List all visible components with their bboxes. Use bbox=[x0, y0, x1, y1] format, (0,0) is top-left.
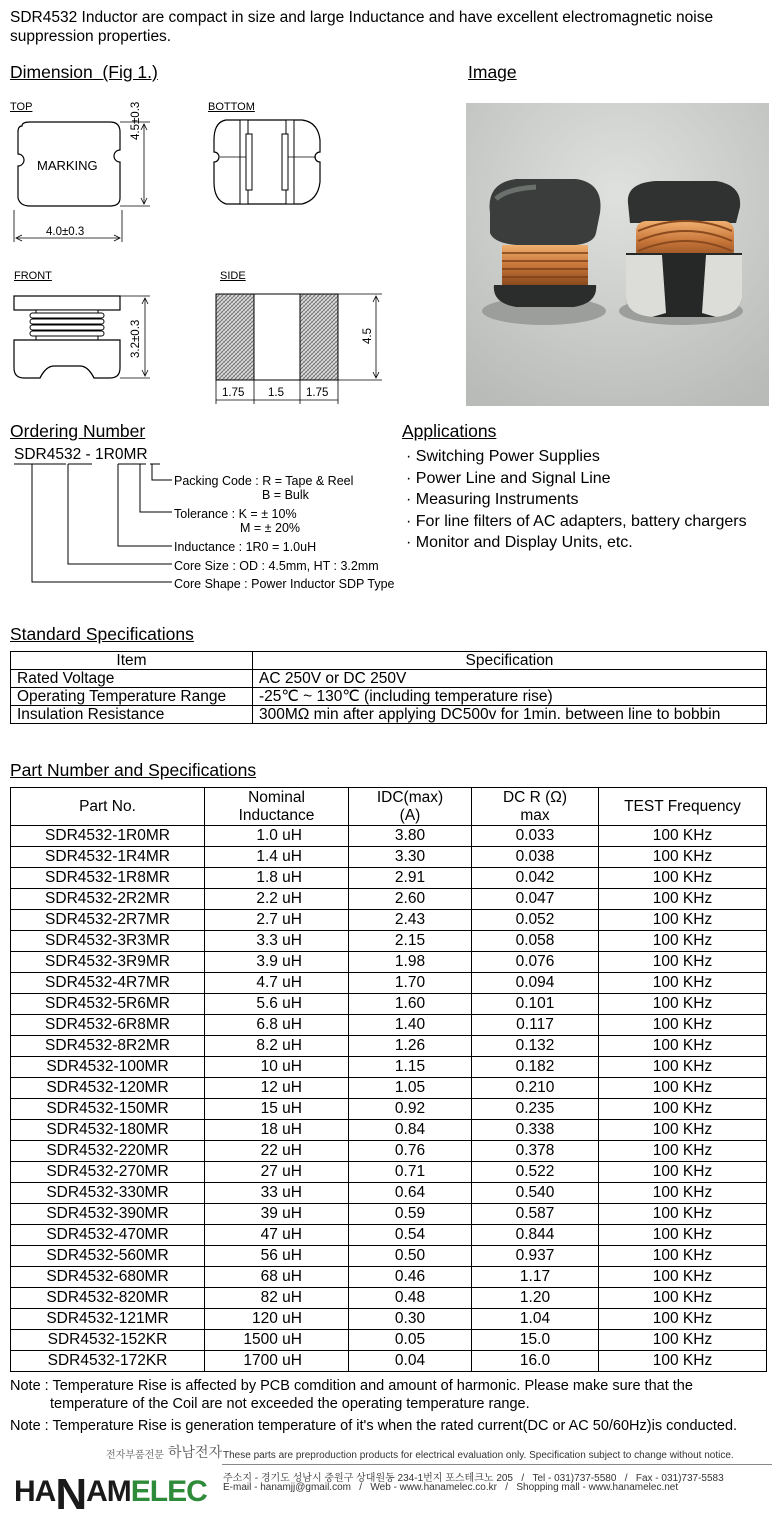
part-number-cell: SDR4532-470MR bbox=[11, 1225, 205, 1246]
col-dcr: DC R (Ω) max bbox=[472, 788, 599, 826]
idc-cell: 1.40 bbox=[349, 1015, 472, 1036]
inductance-cell: 1500 uH bbox=[205, 1330, 349, 1351]
frequency-cell: 100 KHz bbox=[599, 1141, 767, 1162]
logo-wordmark: HANAMELEC bbox=[14, 1470, 207, 1519]
spec-value: -25℃ ~ 130℃ (including temperature rise) bbox=[253, 688, 767, 706]
spec-item: Insulation Resistance bbox=[11, 706, 253, 724]
col-part-no: Part No. bbox=[11, 788, 205, 826]
part-number-cell: SDR4532-172KR bbox=[11, 1351, 205, 1372]
inductance-cell: 56 uH bbox=[205, 1246, 349, 1267]
frequency-cell: 100 KHz bbox=[599, 1036, 767, 1057]
table-row bbox=[11, 994, 767, 1015]
frequency-cell: 100 KHz bbox=[599, 1183, 767, 1204]
table-row bbox=[11, 1036, 767, 1057]
dcr-cell: 0.076 bbox=[472, 952, 599, 973]
idc-cell: 0.50 bbox=[349, 1246, 472, 1267]
idc-cell: 2.15 bbox=[349, 931, 472, 952]
tolerance-1: Tolerance : K = ± 10% bbox=[174, 507, 297, 521]
idc-cell: 1.98 bbox=[349, 952, 472, 973]
dcr-cell: 0.117 bbox=[472, 1015, 599, 1036]
col-specification: Specification bbox=[253, 652, 767, 670]
table-row bbox=[11, 670, 767, 688]
frequency-cell: 100 KHz bbox=[599, 1309, 767, 1330]
idc-cell: 1.70 bbox=[349, 973, 472, 994]
part-number-cell: SDR4532-152KR bbox=[11, 1330, 205, 1351]
table-row bbox=[11, 1204, 767, 1225]
frequency-cell: 100 KHz bbox=[599, 952, 767, 973]
part-number-cell: SDR4532-330MR bbox=[11, 1183, 205, 1204]
side-width-3: 1.75 bbox=[306, 387, 329, 399]
part-number-cell: SDR4532-560MR bbox=[11, 1246, 205, 1267]
inductance-cell: 8.2 uH bbox=[205, 1036, 349, 1057]
ordering-part-b: 1R0MR bbox=[95, 446, 148, 463]
frequency-cell: 100 KHz bbox=[599, 973, 767, 994]
note-2: Note : Temperature Rise is generation temperature of it's when the rated current(DC or AC 50/60Hz)is conducted. bbox=[10, 1418, 738, 1434]
frequency-cell: 100 KHz bbox=[599, 1246, 767, 1267]
part-number-cell: SDR4532-5R6MR bbox=[11, 994, 205, 1015]
logo-kr-tag: 전자부품전문 bbox=[106, 1450, 164, 1461]
dcr-cell: 0.033 bbox=[472, 826, 599, 847]
table-row bbox=[11, 847, 767, 868]
frequency-cell: 100 KHz bbox=[599, 1204, 767, 1225]
table-row bbox=[11, 1099, 767, 1120]
bottom-label: BOTTOM bbox=[208, 101, 255, 113]
inductance-cell: 3.9 uH bbox=[205, 952, 349, 973]
standard-heading: Standard Specifications bbox=[10, 624, 194, 644]
spec-value: 300MΩ min after applying DC500v for 1min. between line to bobbin bbox=[253, 706, 767, 724]
idc-cell: 0.48 bbox=[349, 1288, 472, 1309]
dcr-cell: 0.540 bbox=[472, 1183, 599, 1204]
dcr-cell: 0.047 bbox=[472, 889, 599, 910]
idc-cell: 0.64 bbox=[349, 1183, 472, 1204]
dcr-cell: 0.522 bbox=[472, 1162, 599, 1183]
idc-cell: 3.30 bbox=[349, 847, 472, 868]
applications-heading: Applications bbox=[402, 421, 497, 441]
part-number-cell: SDR4532-6R8MR bbox=[11, 1015, 205, 1036]
ordering-part-a: SDR4532 bbox=[14, 446, 82, 463]
idc-cell: 0.59 bbox=[349, 1204, 472, 1225]
table-row bbox=[11, 1288, 767, 1309]
inductance-cell: 2.7 uH bbox=[205, 910, 349, 931]
logo-kr-name: 하남전자 bbox=[168, 1444, 223, 1460]
idc-cell: 2.43 bbox=[349, 910, 472, 931]
idc-cell: 0.71 bbox=[349, 1162, 472, 1183]
dcr-cell: 0.182 bbox=[472, 1057, 599, 1078]
core-size: Core Size : OD : 4.5mm, HT : 3.2mm bbox=[174, 559, 379, 573]
application-item: · Power Line and Signal Line bbox=[406, 469, 611, 487]
table-row bbox=[11, 889, 767, 910]
applications-list bbox=[406, 446, 747, 554]
table-row bbox=[11, 1057, 767, 1078]
product-photo bbox=[466, 103, 769, 406]
intro-text: SDR4532 Inductor are compact in size and large Inductance and have excellent electromagnetic noise suppression properties. bbox=[10, 9, 714, 45]
col-idc: IDC(max) (A) bbox=[349, 788, 472, 826]
core-shape: Core Shape : Power Inductor SDP Type bbox=[174, 577, 395, 591]
table-row bbox=[11, 1015, 767, 1036]
part-number-cell: SDR4532-1R8MR bbox=[11, 868, 205, 889]
spec-value: AC 250V or DC 250V bbox=[253, 670, 767, 688]
table-row bbox=[11, 1351, 767, 1372]
application-item: · Switching Power Supplies bbox=[406, 448, 600, 465]
inductance-cell: 10 uH bbox=[205, 1057, 349, 1078]
part-number-cell: SDR4532-4R7MR bbox=[11, 973, 205, 994]
inductance-cell: 27 uH bbox=[205, 1162, 349, 1183]
table-row bbox=[11, 1183, 767, 1204]
dcr-cell: 0.210 bbox=[472, 1078, 599, 1099]
table-row bbox=[11, 1309, 767, 1330]
dcr-cell: 0.052 bbox=[472, 910, 599, 931]
inductance-cell: 1700 uH bbox=[205, 1351, 349, 1372]
part-number-cell: SDR4532-3R9MR bbox=[11, 952, 205, 973]
tolerance-2: M = ± 20% bbox=[240, 521, 301, 535]
note-1-continued: temperature of the Coil are not exceeded the operating temperature range. bbox=[50, 1396, 530, 1412]
parts-table-body bbox=[11, 826, 767, 1372]
col-inductance: Nominal Inductance bbox=[205, 788, 349, 826]
part-number-cell: SDR4532-270MR bbox=[11, 1162, 205, 1183]
table-row bbox=[11, 868, 767, 889]
dcr-cell: 0.038 bbox=[472, 847, 599, 868]
idc-cell: 1.26 bbox=[349, 1036, 472, 1057]
spec-item: Rated Voltage bbox=[11, 670, 253, 688]
table-row bbox=[11, 952, 767, 973]
ordering-heading: Ordering Number bbox=[10, 421, 146, 441]
idc-cell: 0.04 bbox=[349, 1351, 472, 1372]
inductance-code: Inductance : 1R0 = 1.0uH bbox=[174, 540, 317, 554]
top-view-drawing bbox=[14, 122, 150, 242]
dimension-fig: (Fig 1.) bbox=[102, 62, 158, 82]
dcr-cell: 1.20 bbox=[472, 1288, 599, 1309]
frequency-cell: 100 KHz bbox=[599, 1162, 767, 1183]
dimension-title: Dimension bbox=[10, 62, 93, 82]
part-number-cell: SDR4532-1R4MR bbox=[11, 847, 205, 868]
dcr-cell: 0.042 bbox=[472, 868, 599, 889]
frequency-cell: 100 KHz bbox=[599, 931, 767, 952]
application-item: · Measuring Instruments bbox=[406, 491, 579, 508]
inductance-cell: 68 uH bbox=[205, 1267, 349, 1288]
table-row bbox=[11, 1267, 767, 1288]
col-test-frequency: TEST Frequency bbox=[599, 788, 767, 826]
dcr-cell: 0.094 bbox=[472, 973, 599, 994]
dcr-cell: 1.17 bbox=[472, 1267, 599, 1288]
footer-contact: E-mail - hanamjj@gmail.com / Web - www.hanamelec.co.kr / Shopping mall - www.hanamelec.net bbox=[223, 1482, 679, 1493]
side-label: SIDE bbox=[220, 270, 246, 282]
idc-cell: 2.60 bbox=[349, 889, 472, 910]
part-number-cell: SDR4532-3R3MR bbox=[11, 931, 205, 952]
frequency-cell: 100 KHz bbox=[599, 1351, 767, 1372]
parts-table bbox=[10, 787, 767, 1372]
table-row bbox=[11, 706, 767, 724]
idc-cell: 0.76 bbox=[349, 1141, 472, 1162]
part-number-cell: SDR4532-150MR bbox=[11, 1099, 205, 1120]
side-width-1: 1.75 bbox=[222, 387, 245, 399]
footer-disclaimer: These parts are preproduction products for electrical evaluation only. Specification subject to change without notice. bbox=[223, 1450, 734, 1461]
standard-spec-table bbox=[10, 651, 767, 724]
dcr-cell: 0.058 bbox=[472, 931, 599, 952]
dcr-cell: 0.101 bbox=[472, 994, 599, 1015]
table-row bbox=[11, 1225, 767, 1246]
frequency-cell: 100 KHz bbox=[599, 1057, 767, 1078]
table-row bbox=[11, 1162, 767, 1183]
part-number-cell: SDR4532-120MR bbox=[11, 1078, 205, 1099]
idc-cell: 1.15 bbox=[349, 1057, 472, 1078]
idc-cell: 0.46 bbox=[349, 1267, 472, 1288]
dcr-cell: 15.0 bbox=[472, 1330, 599, 1351]
inductance-cell: 1.8 uH bbox=[205, 868, 349, 889]
side-width-2: 1.5 bbox=[268, 387, 284, 399]
idc-cell: 3.80 bbox=[349, 826, 472, 847]
inductance-cell: 2.2 uH bbox=[205, 889, 349, 910]
frequency-cell: 100 KHz bbox=[599, 1015, 767, 1036]
table-row bbox=[11, 910, 767, 931]
frequency-cell: 100 KHz bbox=[599, 1225, 767, 1246]
note-1: Note : Temperature Rise is affected by PCB comdition and amount of harmonic. Please make sure that the bbox=[10, 1378, 693, 1394]
dcr-cell: 0.235 bbox=[472, 1099, 599, 1120]
inductance-cell: 15 uH bbox=[205, 1099, 349, 1120]
frequency-cell: 100 KHz bbox=[599, 1330, 767, 1351]
frequency-cell: 100 KHz bbox=[599, 1267, 767, 1288]
table-header-row bbox=[11, 788, 767, 826]
parts-heading: Part Number and Specifications bbox=[10, 760, 257, 780]
table-row bbox=[11, 1078, 767, 1099]
dcr-cell: 0.132 bbox=[472, 1036, 599, 1057]
marking-text: MARKING bbox=[37, 158, 98, 173]
table-row bbox=[11, 931, 767, 952]
dcr-cell: 0.844 bbox=[472, 1225, 599, 1246]
part-number-cell: SDR4532-100MR bbox=[11, 1057, 205, 1078]
frequency-cell: 100 KHz bbox=[599, 910, 767, 931]
idc-cell: 0.92 bbox=[349, 1099, 472, 1120]
inductance-cell: 82 uH bbox=[205, 1288, 349, 1309]
spec-item: Operating Temperature Range bbox=[11, 688, 253, 706]
part-number-cell: SDR4532-2R2MR bbox=[11, 889, 205, 910]
frequency-cell: 100 KHz bbox=[599, 868, 767, 889]
packing-code-2: B = Bulk bbox=[262, 488, 309, 502]
inductance-cell: 3.3 uH bbox=[205, 931, 349, 952]
bottom-view-drawing bbox=[214, 120, 320, 204]
idc-cell: 1.60 bbox=[349, 994, 472, 1015]
part-number-cell: SDR4532-820MR bbox=[11, 1288, 205, 1309]
idc-cell: 0.05 bbox=[349, 1330, 472, 1351]
dcr-cell: 0.378 bbox=[472, 1141, 599, 1162]
part-number-cell: SDR4532-680MR bbox=[11, 1267, 205, 1288]
col-item: Item bbox=[11, 652, 253, 670]
part-number-cell: SDR4532-220MR bbox=[11, 1141, 205, 1162]
inductance-cell: 33 uH bbox=[205, 1183, 349, 1204]
part-number-cell: SDR4532-390MR bbox=[11, 1204, 205, 1225]
inductance-cell: 120 uH bbox=[205, 1309, 349, 1330]
inductance-cell: 39 uH bbox=[205, 1204, 349, 1225]
inductance-cell: 47 uH bbox=[205, 1225, 349, 1246]
idc-cell: 0.30 bbox=[349, 1309, 472, 1330]
table-row bbox=[11, 1246, 767, 1267]
part-number-cell: SDR4532-2R7MR bbox=[11, 910, 205, 931]
table-row bbox=[11, 1330, 767, 1351]
frequency-cell: 100 KHz bbox=[599, 1120, 767, 1141]
top-label: TOP bbox=[10, 101, 33, 113]
idc-cell: 0.54 bbox=[349, 1225, 472, 1246]
footer-address: 주소지 - 경기도 성남시 중원구 상대원동 234-1번지 포스테크노 205 / Tel - 031)737-5580 / Fax - 031)737-5583 bbox=[223, 1473, 724, 1484]
frequency-cell: 100 KHz bbox=[599, 1078, 767, 1099]
dcr-cell: 0.937 bbox=[472, 1246, 599, 1267]
inductance-cell: 6.8 uH bbox=[205, 1015, 349, 1036]
inductance-cell: 22 uH bbox=[205, 1141, 349, 1162]
inductance-cell: 1.0 uH bbox=[205, 826, 349, 847]
dcr-cell: 0.587 bbox=[472, 1204, 599, 1225]
idc-cell: 2.91 bbox=[349, 868, 472, 889]
part-number-cell: SDR4532-1R0MR bbox=[11, 826, 205, 847]
application-item: · For line filters of AC adapters, battery chargers bbox=[406, 512, 747, 530]
part-number-cell: SDR4532-8R2MR bbox=[11, 1036, 205, 1057]
frequency-cell: 100 KHz bbox=[599, 1099, 767, 1120]
frequency-cell: 100 KHz bbox=[599, 847, 767, 868]
frequency-cell: 100 KHz bbox=[599, 889, 767, 910]
inductance-cell: 12 uH bbox=[205, 1078, 349, 1099]
image-heading: Image bbox=[468, 62, 517, 82]
application-item: · Monitor and Display Units, etc. bbox=[406, 534, 633, 551]
inductance-cell: 18 uH bbox=[205, 1120, 349, 1141]
dcr-cell: 16.0 bbox=[472, 1351, 599, 1372]
table-row bbox=[11, 688, 767, 706]
ordering-dash: - bbox=[85, 446, 91, 463]
inductance-cell: 4.7 uH bbox=[205, 973, 349, 994]
footer-divider bbox=[222, 1464, 772, 1465]
front-label: FRONT bbox=[14, 270, 52, 282]
idc-cell: 1.05 bbox=[349, 1078, 472, 1099]
idc-cell: 0.84 bbox=[349, 1120, 472, 1141]
table-row bbox=[11, 973, 767, 994]
frequency-cell: 100 KHz bbox=[599, 1288, 767, 1309]
dcr-cell: 0.338 bbox=[472, 1120, 599, 1141]
inductance-cell: 5.6 uH bbox=[205, 994, 349, 1015]
table-header-row bbox=[11, 652, 767, 670]
dimension-drawings bbox=[0, 110, 450, 410]
frequency-cell: 100 KHz bbox=[599, 994, 767, 1015]
frequency-cell: 100 KHz bbox=[599, 826, 767, 847]
part-number-cell: SDR4532-121MR bbox=[11, 1309, 205, 1330]
table-row bbox=[11, 1141, 767, 1162]
dcr-cell: 1.04 bbox=[472, 1309, 599, 1330]
front-height-dim: 3.2±0.3 bbox=[130, 319, 142, 358]
top-height-dim: 4.5±0.3 bbox=[130, 101, 142, 140]
part-number-cell: SDR4532-180MR bbox=[11, 1120, 205, 1141]
table-row bbox=[11, 826, 767, 847]
packing-code-1: Packing Code : R = Tape & Reel bbox=[174, 474, 354, 488]
side-height-dim: 4.5 bbox=[362, 328, 374, 344]
company-logo bbox=[14, 1444, 224, 1519]
inductance-cell: 1.4 uH bbox=[205, 847, 349, 868]
top-width-dim: 4.0±0.3 bbox=[46, 226, 85, 238]
table-row bbox=[11, 1120, 767, 1141]
